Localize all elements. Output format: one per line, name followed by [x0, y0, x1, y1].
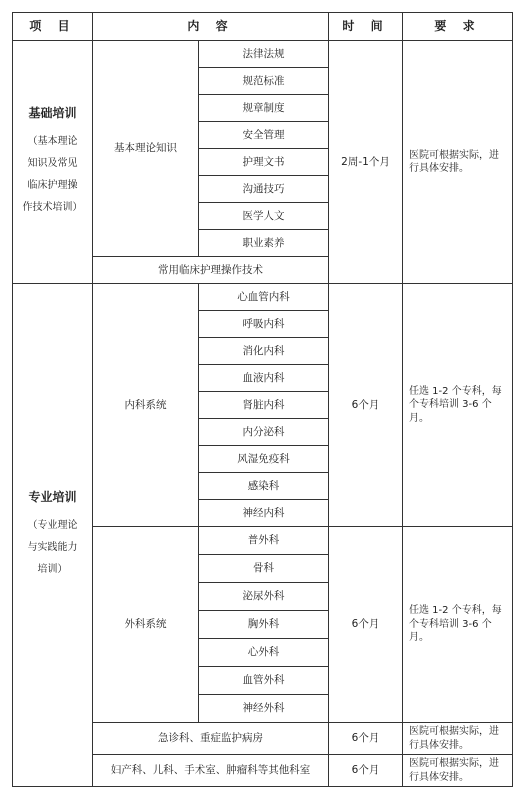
specialty-category-subtitle-line: 培训）: [37, 564, 68, 576]
basic-category-cell: [13, 41, 93, 284]
table-row: [13, 41, 513, 68]
requirement-cell: 医院可根据实际，进行具体安排。: [403, 41, 513, 284]
requirement-cell: 任选 1-2 个专科，每个专科培训 3-6 个月。: [403, 284, 513, 527]
content-item-emergency: 急诊科、重症监护病房: [93, 723, 329, 755]
time-cell: 6个月: [329, 723, 403, 755]
specialty-category-title: 专业培训: [28, 489, 77, 504]
content-item: 沟通技巧: [199, 176, 329, 203]
requirement-cell: 任选 1-2 个专科，每个专科培训 3-6 个月。: [403, 527, 513, 723]
content-item: 血管外科: [199, 667, 329, 695]
content-item: 泌尿外科: [199, 583, 329, 611]
content-item: 感染科: [199, 473, 329, 500]
content-item-others: 妇产科、儿科、手术室、肿瘤科等其他科室: [93, 755, 329, 787]
header-row: [13, 13, 513, 41]
header-requirement: 要 求: [403, 13, 513, 41]
training-table: [12, 12, 513, 787]
content-item: 规范标准: [199, 68, 329, 95]
specialty-category-cell: [13, 284, 93, 787]
content-item: 风湿免疫科: [199, 446, 329, 473]
content-item-nursing-operation: 常用临床护理操作技术: [93, 257, 329, 284]
content-item: 职业素养: [199, 230, 329, 257]
table-row: [13, 284, 513, 311]
content-item: 法律法规: [199, 41, 329, 68]
header-time: 时 间: [329, 13, 403, 41]
group-label-basic-theory: 基本理论知识: [93, 41, 199, 257]
content-item: 神经内科: [199, 500, 329, 527]
requirement-cell: 医院可根据实际，进行具体安排。: [403, 755, 513, 787]
content-item: 内分泌科: [199, 419, 329, 446]
content-item: 规章制度: [199, 95, 329, 122]
header-content: 内 容: [93, 13, 329, 41]
time-cell: 6个月: [329, 527, 403, 723]
time-cell: 6个月: [329, 755, 403, 787]
content-item: 呼吸内科: [199, 311, 329, 338]
content-item: 消化内科: [199, 338, 329, 365]
basic-category-subtitle-line: 作技术培训）: [22, 202, 83, 214]
header-item: 项 目: [13, 13, 93, 41]
content-item: 安全管理: [199, 122, 329, 149]
basic-category-subtitle-line: 知识及常见: [27, 158, 78, 170]
content-item: 医学人文: [199, 203, 329, 230]
content-item: 普外科: [199, 527, 329, 555]
basic-category-subtitle-line: 临床护理操: [27, 180, 78, 192]
group-label-surgery: 外科系统: [93, 527, 199, 723]
table-body: [13, 41, 513, 787]
content-item: 护理文书: [199, 149, 329, 176]
content-item: 胸外科: [199, 611, 329, 639]
content-item: 心血管内科: [199, 284, 329, 311]
requirement-cell: 医院可根据实际，进行具体安排。: [403, 723, 513, 755]
time-cell: 2周-1个月: [329, 41, 403, 284]
basic-category-subtitle-line: （基本理论: [27, 136, 78, 148]
content-item: 肾脏内科: [199, 392, 329, 419]
content-item: 血液内科: [199, 365, 329, 392]
content-item: 心外科: [199, 639, 329, 667]
content-item: 骨科: [199, 555, 329, 583]
time-cell: 6个月: [329, 284, 403, 527]
specialty-category-subtitle-line: 与实践能力: [27, 542, 78, 554]
group-label-internal: 内科系统: [93, 284, 199, 527]
basic-category-title: 基础培训: [28, 105, 77, 120]
specialty-category-subtitle-line: （专业理论: [27, 520, 78, 532]
content-item: 神经外科: [199, 695, 329, 723]
